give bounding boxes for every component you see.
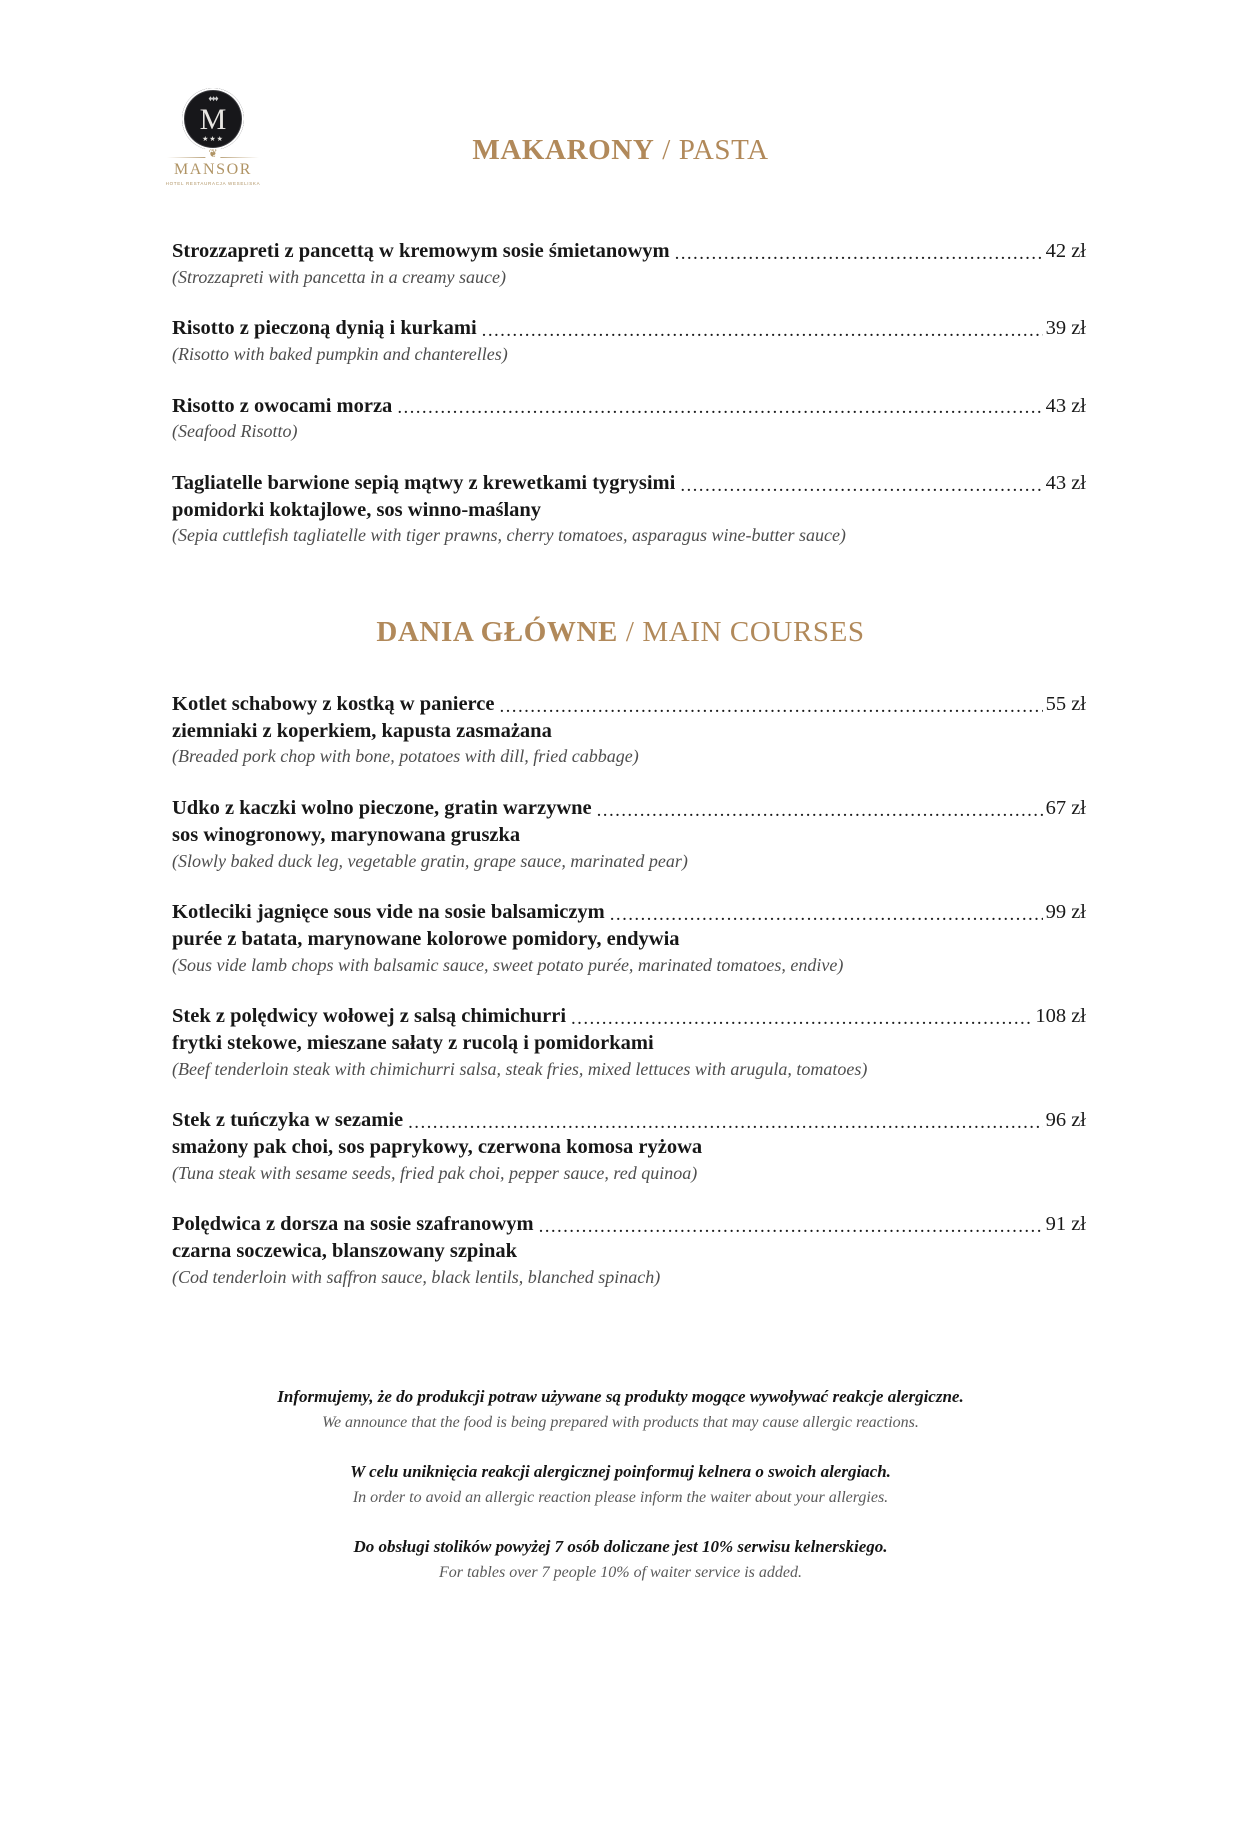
dot-leader — [597, 801, 1043, 820]
footer-notice-en: For tables over 7 people 10% of waiter service is added. — [438, 1563, 803, 1581]
allergen-footer — [0, 1385, 1241, 1583]
menu-item — [172, 1211, 1086, 1289]
menu-item-name: Tagliatelle barwione sepią mątwy z krewetkami tygrysimi — [172, 472, 676, 495]
dot-leader — [482, 321, 1043, 340]
menu-item-name-line2: frytki stekowe, mieszane sałaty z rucolą i pomidorkami — [172, 1031, 654, 1054]
menu-item-name-line2: sos winogronowy, marynowana gruszka — [172, 823, 521, 846]
menu-item-translation: (Risotto with baked pumpkin and chanterelles) — [172, 344, 508, 365]
logo-wordmark: MANSOR — [173, 161, 253, 178]
menu-item — [172, 899, 1086, 977]
menu-item-translation: (Cod tenderloin with saffron sauce, black lentils, blanched spinach) — [172, 1266, 661, 1287]
menu-item — [172, 691, 1086, 769]
menu-item-price: 67 zł — [1045, 797, 1086, 820]
dot-leader — [408, 1113, 1042, 1132]
section-title-en: MAIN COURSES — [642, 616, 865, 649]
section-title-pl: DANIA GŁÓWNE — [376, 616, 618, 649]
menu-item-headline — [172, 1107, 1086, 1134]
menu-item-headline — [172, 795, 1086, 822]
menu-item-name: Kotlet schabowy z kostką w panierce — [172, 693, 495, 716]
menu-item-headline — [172, 1003, 1086, 1030]
menu-item-price: 108 zł — [1035, 1005, 1086, 1028]
footer-notice-en: In order to avoid an allergic reaction please inform the waiter about your allergies. — [352, 1488, 889, 1506]
menu-item-headline — [172, 691, 1086, 718]
menu-item-name-line2: ziemniaki z koperkiem, kapusta zasmażana — [172, 719, 552, 742]
menu-item-headline — [172, 393, 1086, 420]
menu-item — [172, 795, 1086, 873]
footer-notice-pl: Informujemy, że do produkcji potraw używane są produkty mogące wywoływać reakcje alergiczne. — [277, 1387, 964, 1407]
menu-item-name-line2: smażony pak choi, sos paprykowy, czerwona komosa ryżowa — [172, 1135, 703, 1158]
menu-item-headline — [172, 315, 1086, 342]
menu-section-pasta — [0, 238, 1241, 548]
menu-page — [0, 88, 1241, 1842]
footer-notice — [120, 1385, 1121, 1434]
menu-item-headline — [172, 470, 1086, 497]
logo-tagline: HOTEL RESTAURACJA WESELISKA — [165, 181, 261, 186]
menu-item-name: Stek z polędwicy wołowej z salsą chimichurri — [172, 1005, 567, 1028]
menu-item-name: Strozzapreti z pancettą w kremowym sosie śmietanowym — [172, 240, 670, 262]
menu-item-price: 43 zł — [1045, 394, 1086, 417]
menu-item-price: 96 zł — [1045, 1109, 1086, 1132]
menu-item-name: Kotleciki jagnięce sous vide na sosie balsamiczym — [172, 901, 605, 924]
menu-item-name: Risotto z owocami morza — [172, 394, 393, 417]
menu-item-translation: (Beef tenderloin steak with chimichurri salsa, steak fries, mixed lettuces with arugula, tomatoes) — [172, 1058, 868, 1079]
menu-item-translation: (Tuna steak with sesame seeds, fried pak choi, pepper sauce, red quinoa) — [172, 1162, 698, 1183]
menu-item-name: Polędwica z dorsza na sosie szafranowym — [172, 1213, 534, 1236]
menu-item-name: Stek z tuńczyka w sezamie — [172, 1109, 404, 1132]
menu-item-headline — [172, 1211, 1086, 1238]
footer-notice — [120, 1460, 1121, 1509]
dot-leader — [610, 905, 1043, 924]
menu-item-price: 39 zł — [1045, 317, 1086, 340]
footer-notice — [120, 1535, 1121, 1584]
logo-monogram: M — [199, 103, 227, 136]
section-title-pasta — [0, 136, 1241, 165]
menu-item — [172, 238, 1086, 289]
dot-leader — [675, 244, 1043, 263]
dot-leader — [539, 1217, 1043, 1236]
menu-item-translation: (Sous vide lamb chops with balsamic sauce, sweet potato purée, marinated tomatoes, endive) — [172, 954, 844, 975]
menu-item-headline — [172, 238, 1086, 265]
menu-item — [172, 393, 1086, 444]
menu-section-main-courses — [0, 691, 1241, 1289]
menu-item-translation: (Seafood Risotto) — [172, 421, 298, 442]
section-title-main-courses — [0, 618, 1241, 647]
menu-item — [172, 315, 1086, 366]
menu-item-name-line2: pomidorki koktajlowe, sos winno-maślany — [172, 498, 542, 521]
menu-item — [172, 1003, 1086, 1081]
menu-item-name-line2: purée z batata, marynowane kolorowe pomidory, endywia — [172, 927, 680, 950]
section-title-pl: MAKARONY — [472, 134, 655, 166]
three-stars-icon: ★★★ — [202, 135, 224, 143]
footer-notice-pl: W celu uniknięcia reakcji alergicznej poinformuj kelnera o swoich alergiach. — [350, 1462, 891, 1482]
section-title-en: PASTA — [678, 134, 769, 166]
menu-item-name: Risotto z pieczoną dynią i kurkami — [172, 317, 477, 340]
menu-item-price: 43 zł — [1045, 472, 1086, 495]
menu-item-price: 42 zł — [1045, 240, 1086, 262]
dot-leader — [500, 697, 1043, 716]
dot-leader — [397, 398, 1042, 417]
crown-icon: ♦♦♦ — [208, 94, 218, 103]
dot-leader — [571, 1009, 1032, 1028]
page-header — [0, 88, 1241, 206]
menu-item-price: 55 zł — [1045, 693, 1086, 716]
menu-item-price: 91 zł — [1045, 1213, 1086, 1236]
menu-item-translation: (Strozzapreti with pancetta in a creamy sauce) — [172, 266, 506, 287]
menu-item-translation: (Sepia cuttlefish tagliatelle with tiger prawns, cherry tomatoes, asparagus wine-butter sauce) — [172, 525, 846, 546]
menu-item — [172, 1107, 1086, 1185]
menu-item-name: Udko z kaczki wolno pieczone, gratin warzywne — [172, 797, 592, 820]
menu-item-price: 99 zł — [1045, 901, 1086, 924]
section-title-separator: / — [654, 134, 679, 166]
menu-item-translation: (Breaded pork chop with bone, potatoes with dill, fried cabbage) — [172, 746, 639, 767]
menu-item-headline — [172, 899, 1086, 926]
menu-item-translation: (Slowly baked duck leg, vegetable gratin, grape sauce, marinated pear) — [172, 850, 688, 871]
section-title-separator: / — [617, 616, 643, 649]
menu-item-name-line2: czarna soczewica, blanszowany szpinak — [172, 1240, 518, 1262]
footer-notice-en: We announce that the food is being prepared with products that may cause allergic reactions. — [322, 1414, 919, 1432]
footer-notice-pl: Do obsługi stolików powyżej 7 osób doliczane jest 10% serwisu kelnerskiego. — [353, 1537, 888, 1557]
dot-leader — [680, 476, 1042, 495]
menu-item — [172, 470, 1086, 548]
